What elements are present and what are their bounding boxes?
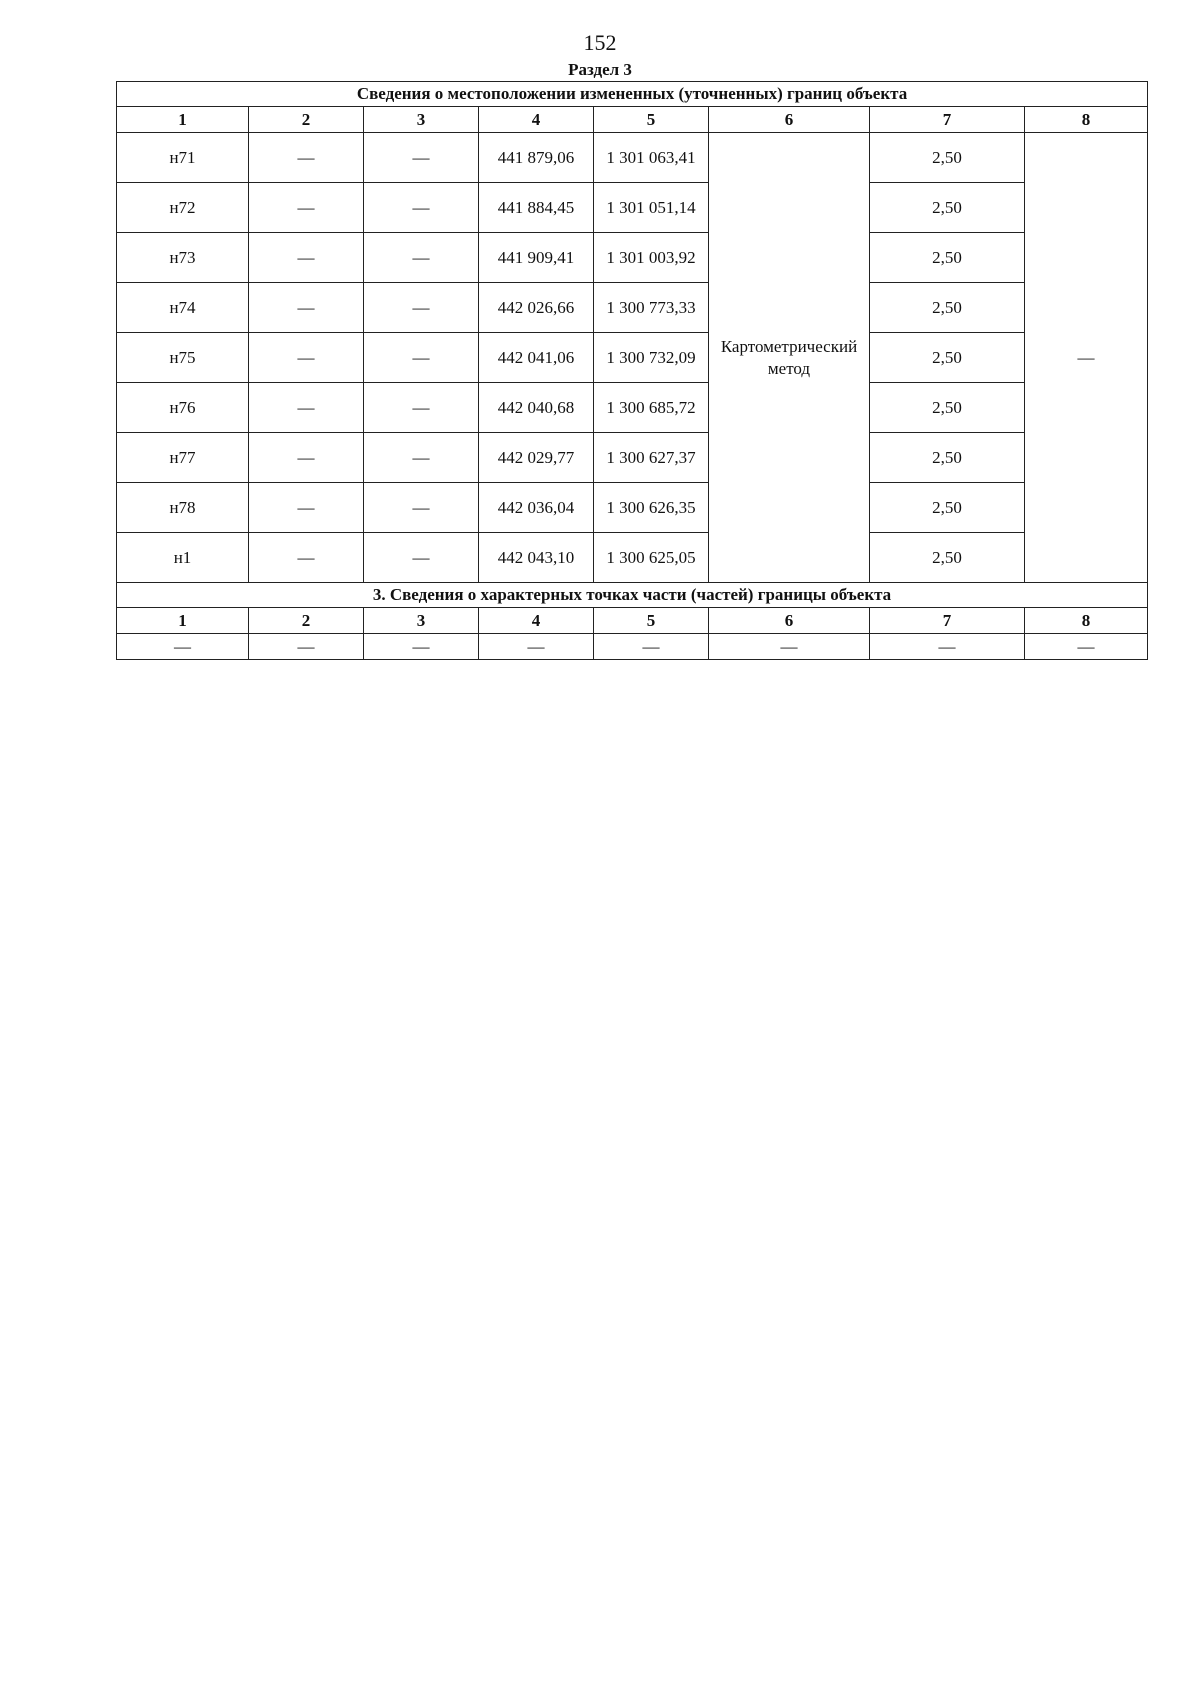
col2-cell: —	[249, 483, 364, 533]
point-cell: н72	[117, 183, 249, 233]
table2-cell: —	[709, 634, 870, 660]
y-coordinate-cell: 1 301 063,41	[594, 133, 709, 183]
accuracy-cell: 2,50	[870, 433, 1025, 483]
col2-cell: —	[249, 233, 364, 283]
point-cell: н1	[117, 533, 249, 583]
table1-row	[117, 483, 1148, 533]
method-cell: Картометрический метод	[709, 133, 870, 583]
table1-col-header: 1	[117, 107, 249, 133]
table2-col-header: 3	[364, 608, 479, 634]
y-coordinate-cell: 1 300 773,33	[594, 283, 709, 333]
col2-cell: —	[249, 383, 364, 433]
col2-cell: —	[249, 283, 364, 333]
table1-col-header: 2	[249, 107, 364, 133]
table2-row	[117, 634, 1148, 660]
table2-caption-row	[117, 583, 1148, 608]
col3-cell: —	[364, 233, 479, 283]
x-coordinate-cell: 442 040,68	[479, 383, 594, 433]
col2-cell: —	[249, 133, 364, 183]
table1-caption-row	[117, 82, 1148, 107]
accuracy-cell: 2,50	[870, 483, 1025, 533]
accuracy-cell: 2,50	[870, 283, 1025, 333]
table2-cell: —	[1025, 634, 1148, 660]
table1-row	[117, 433, 1148, 483]
y-coordinate-cell: 1 301 051,14	[594, 183, 709, 233]
point-cell: н71	[117, 133, 249, 183]
col3-cell: —	[364, 133, 479, 183]
table2-col-header: 5	[594, 608, 709, 634]
section-title: Раздел 3	[568, 60, 632, 79]
table1-row	[117, 233, 1148, 283]
col3-cell: —	[364, 383, 479, 433]
table2-cell: —	[479, 634, 594, 660]
x-coordinate-cell: 441 884,45	[479, 183, 594, 233]
accuracy-cell: 2,50	[870, 333, 1025, 383]
table2-col-header: 8	[1025, 608, 1148, 634]
x-coordinate-cell: 442 043,10	[479, 533, 594, 583]
col3-cell: —	[364, 533, 479, 583]
y-coordinate-cell: 1 300 685,72	[594, 383, 709, 433]
accuracy-cell: 2,50	[870, 533, 1025, 583]
x-coordinate-cell: 442 041,06	[479, 333, 594, 383]
col2-cell: —	[249, 433, 364, 483]
accuracy-cell: 2,50	[870, 233, 1025, 283]
x-coordinate-cell: 441 879,06	[479, 133, 594, 183]
y-coordinate-cell: 1 300 627,37	[594, 433, 709, 483]
table2-col-header: 1	[117, 608, 249, 634]
y-coordinate-cell: 1 300 626,35	[594, 483, 709, 533]
table1-col-header: 3	[364, 107, 479, 133]
accuracy-cell: 2,50	[870, 183, 1025, 233]
col8-cell: —	[1025, 133, 1148, 583]
table2-cell: —	[870, 634, 1025, 660]
table2-col-header: 2	[249, 608, 364, 634]
table2-col-header: 6	[709, 608, 870, 634]
accuracy-cell: 2,50	[870, 133, 1025, 183]
col3-cell: —	[364, 333, 479, 383]
table2-caption: 3. Сведения о характерных точках части (частей) границы объекта	[117, 583, 1148, 608]
y-coordinate-cell: 1 301 003,92	[594, 233, 709, 283]
col3-cell: —	[364, 433, 479, 483]
table2-cell: —	[249, 634, 364, 660]
table2-cell: —	[364, 634, 479, 660]
table1-row	[117, 133, 1148, 183]
table1-col-header: 6	[709, 107, 870, 133]
table2-header-row	[117, 608, 1148, 634]
table2-cell: —	[594, 634, 709, 660]
point-cell: н73	[117, 233, 249, 283]
point-cell: н74	[117, 283, 249, 333]
table1-header-row	[117, 107, 1148, 133]
x-coordinate-cell: 442 026,66	[479, 283, 594, 333]
point-cell: н77	[117, 433, 249, 483]
col3-cell: —	[364, 483, 479, 533]
point-cell: н78	[117, 483, 249, 533]
col2-cell: —	[249, 533, 364, 583]
point-cell: н75	[117, 333, 249, 383]
table1-row	[117, 283, 1148, 333]
table1-col-header: 4	[479, 107, 594, 133]
table1-row	[117, 183, 1148, 233]
table1-caption: Сведения о местоположении измененных (уточненных) границ объекта	[117, 82, 1148, 107]
col3-cell: —	[364, 283, 479, 333]
x-coordinate-cell: 442 036,04	[479, 483, 594, 533]
table1-col-header: 8	[1025, 107, 1148, 133]
boundary-table	[116, 81, 1148, 660]
x-coordinate-cell: 441 909,41	[479, 233, 594, 283]
table1-col-header: 5	[594, 107, 709, 133]
table2-cell: —	[117, 634, 249, 660]
point-cell: н76	[117, 383, 249, 433]
col3-cell: —	[364, 183, 479, 233]
table1-col-header: 7	[870, 107, 1025, 133]
table2-col-header: 4	[479, 608, 594, 634]
table2-col-header: 7	[870, 608, 1025, 634]
accuracy-cell: 2,50	[870, 383, 1025, 433]
y-coordinate-cell: 1 300 732,09	[594, 333, 709, 383]
col2-cell: —	[249, 183, 364, 233]
page-number: 152	[583, 30, 617, 55]
table1-row	[117, 333, 1148, 383]
table1-row	[117, 533, 1148, 583]
y-coordinate-cell: 1 300 625,05	[594, 533, 709, 583]
col2-cell: —	[249, 333, 364, 383]
x-coordinate-cell: 442 029,77	[479, 433, 594, 483]
table1-row	[117, 383, 1148, 433]
